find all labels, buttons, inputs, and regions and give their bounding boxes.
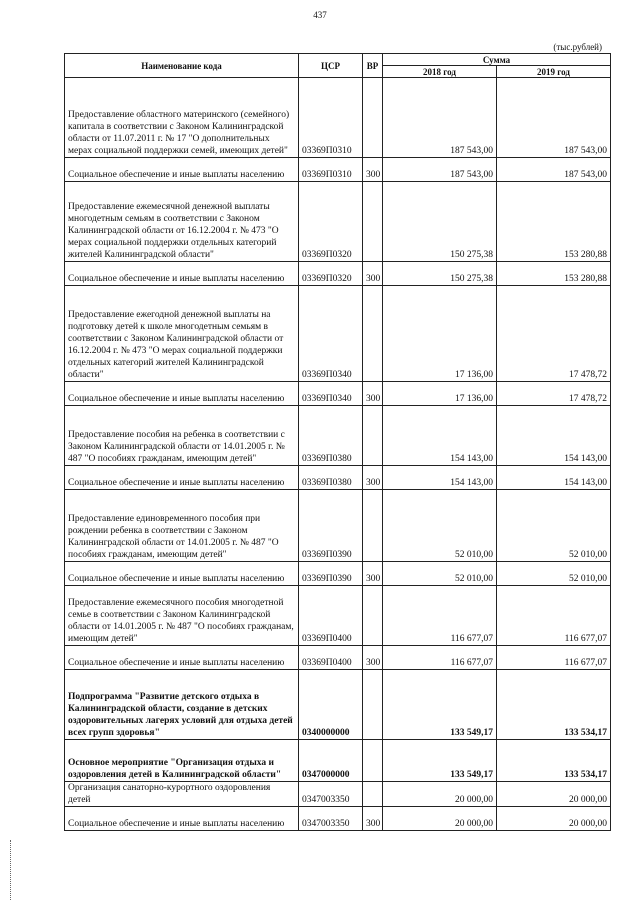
row-csr-cell: 03369П0400	[299, 586, 363, 646]
row-sum-2018-cell: 154 143,00	[383, 406, 497, 466]
row-sum-2019-cell: 52 010,00	[497, 562, 611, 586]
row-csr-cell: 0347003350	[299, 807, 363, 831]
header-year-2018: 2018 год	[383, 66, 497, 78]
row-csr-cell: 0347003350	[299, 782, 363, 807]
row-sum-2018-cell: 150 275,38	[383, 262, 497, 286]
row-csr-cell: 03369П0340	[299, 382, 363, 406]
row-csr-cell: 03369П0310	[299, 78, 363, 158]
row-vr-cell	[363, 182, 383, 262]
row-sum-2018-cell: 133 549,17	[383, 740, 497, 782]
table-row	[65, 740, 611, 782]
row-csr-cell: 03369П0400	[299, 646, 363, 670]
row-sum-2018-cell: 17 136,00	[383, 286, 497, 382]
header-name: Наименование кода	[65, 54, 299, 78]
row-name-cell: Предоставление областного материнского (семейного) капитала в соответствии с Законом Калининградской области от 11.07.2011 г. № 17 "О дополнительных мерах социальной поддержки семей, имеющих детей"	[65, 78, 299, 158]
row-vr-cell: 300	[363, 646, 383, 670]
row-vr-cell	[363, 490, 383, 562]
row-sum-2019-cell: 153 280,88	[497, 262, 611, 286]
table-row	[65, 490, 611, 562]
row-csr-cell: 0340000000	[299, 670, 363, 740]
row-vr-cell: 300	[363, 466, 383, 490]
row-vr-cell: 300	[363, 262, 383, 286]
row-vr-cell	[363, 286, 383, 382]
table-row	[65, 182, 611, 262]
table-row	[65, 262, 611, 286]
row-sum-2019-cell: 52 010,00	[497, 490, 611, 562]
row-name-cell: Социальное обеспечение и иные выплаты населению	[65, 466, 299, 490]
row-sum-2019-cell: 153 280,88	[497, 182, 611, 262]
row-vr-cell	[363, 78, 383, 158]
row-csr-cell: 03369П0390	[299, 562, 363, 586]
row-vr-cell	[363, 406, 383, 466]
row-sum-2018-cell: 52 010,00	[383, 562, 497, 586]
row-sum-2018-cell: 116 677,07	[383, 646, 497, 670]
row-sum-2018-cell: 116 677,07	[383, 586, 497, 646]
row-vr-cell	[363, 670, 383, 740]
row-sum-2019-cell: 20 000,00	[497, 807, 611, 831]
table-body	[65, 78, 611, 831]
table-row	[65, 807, 611, 831]
row-vr-cell: 300	[363, 158, 383, 182]
row-sum-2018-cell: 20 000,00	[383, 807, 497, 831]
row-sum-2019-cell: 20 000,00	[497, 782, 611, 807]
row-vr-cell	[363, 782, 383, 807]
row-name-cell: Подпрограмма "Развитие детского отдыха в Калининградской области, создание в детских оздоровительных лагерях условий для отдыха детей всех групп здоровья"	[65, 670, 299, 740]
row-name-cell: Социальное обеспечение и иные выплаты населению	[65, 382, 299, 406]
table-row	[65, 382, 611, 406]
row-name-cell: Предоставление ежегодной денежной выплаты на подготовку детей к школе многодетным семьям в соответствии с Законом Калининградской области от 16.12.2004 г. № 473 "О мерах социальной поддержки отдельных категорий жителей Калининградской области"	[65, 286, 299, 382]
row-name-cell: Предоставление ежемесячной денежной выплаты многодетным семьям в соответствии с Законом Калининградской области от 16.12.2004 г. № 473 "О мерах социальной поддержки отдельных категорий жителей Калининградской области"	[65, 182, 299, 262]
table-row	[65, 466, 611, 490]
row-sum-2018-cell: 20 000,00	[383, 782, 497, 807]
table-row	[65, 406, 611, 466]
row-name-cell: Основное мероприятие "Организация отдыха и оздоровления детей в Калининградской области"	[65, 740, 299, 782]
row-sum-2019-cell: 17 478,72	[497, 382, 611, 406]
table-row	[65, 782, 611, 807]
row-name-cell: Социальное обеспечение и иные выплаты населению	[65, 158, 299, 182]
row-sum-2018-cell: 17 136,00	[383, 382, 497, 406]
margin-mark	[10, 840, 12, 900]
row-vr-cell: 300	[363, 382, 383, 406]
units-label: (тыс.рублей)	[553, 42, 602, 52]
row-sum-2019-cell: 187 543,00	[497, 158, 611, 182]
row-sum-2019-cell: 133 534,17	[497, 670, 611, 740]
header-sum: Сумма	[383, 54, 611, 66]
row-csr-cell: 03369П0320	[299, 182, 363, 262]
row-name-cell: Предоставление единовременного пособия при рождении ребенка в соответствии с Законом Калининградской области от 14.01.2005 г. № 487 "О пособиях гражданам, имеющим детей"	[65, 490, 299, 562]
row-sum-2019-cell: 154 143,00	[497, 466, 611, 490]
row-csr-cell: 03369П0380	[299, 466, 363, 490]
row-name-cell: Предоставление пособия на ребенка в соответствии с Законом Калининградской области от 14.01.2005 г. № 487 "О пособиях гражданам, имеющим детей"	[65, 406, 299, 466]
table-row	[65, 586, 611, 646]
row-sum-2019-cell: 116 677,07	[497, 586, 611, 646]
row-vr-cell: 300	[363, 807, 383, 831]
header-vr: ВР	[363, 54, 383, 78]
header-csr: ЦСР	[299, 54, 363, 78]
row-csr-cell: 03369П0310	[299, 158, 363, 182]
row-name-cell: Предоставление ежемесячного пособия многодетной семье в соответствии с Законом Калининградской области от 14.01.2005 г. № 487 "О пособиях гражданам, имеющим детей"	[65, 586, 299, 646]
table-row	[65, 158, 611, 182]
table-row	[65, 646, 611, 670]
table-row	[65, 286, 611, 382]
row-vr-cell	[363, 740, 383, 782]
row-sum-2018-cell: 150 275,38	[383, 182, 497, 262]
row-sum-2018-cell: 133 549,17	[383, 670, 497, 740]
row-sum-2019-cell: 133 534,17	[497, 740, 611, 782]
row-vr-cell	[363, 586, 383, 646]
row-csr-cell: 03369П0340	[299, 286, 363, 382]
row-sum-2018-cell: 52 010,00	[383, 490, 497, 562]
row-sum-2019-cell: 187 543,00	[497, 78, 611, 158]
row-sum-2019-cell: 154 143,00	[497, 406, 611, 466]
table-row	[65, 562, 611, 586]
row-sum-2019-cell: 17 478,72	[497, 286, 611, 382]
row-name-cell: Социальное обеспечение и иные выплаты населению	[65, 562, 299, 586]
header-year-2019: 2019 год	[497, 66, 611, 78]
row-csr-cell: 03369П0380	[299, 406, 363, 466]
row-name-cell: Организация санаторно-курортного оздоровления детей	[65, 782, 299, 807]
row-csr-cell: 03369П0320	[299, 262, 363, 286]
row-csr-cell: 03369П0390	[299, 490, 363, 562]
row-sum-2019-cell: 116 677,07	[497, 646, 611, 670]
budget-table	[64, 53, 611, 831]
row-csr-cell: 0347000000	[299, 740, 363, 782]
row-name-cell: Социальное обеспечение и иные выплаты населению	[65, 262, 299, 286]
page-number: 437	[313, 10, 327, 20]
table-row	[65, 670, 611, 740]
row-name-cell: Социальное обеспечение и иные выплаты населению	[65, 807, 299, 831]
row-sum-2018-cell: 187 543,00	[383, 158, 497, 182]
table-row	[65, 78, 611, 158]
row-name-cell: Социальное обеспечение и иные выплаты населению	[65, 646, 299, 670]
row-sum-2018-cell: 187 543,00	[383, 78, 497, 158]
row-sum-2018-cell: 154 143,00	[383, 466, 497, 490]
row-vr-cell: 300	[363, 562, 383, 586]
